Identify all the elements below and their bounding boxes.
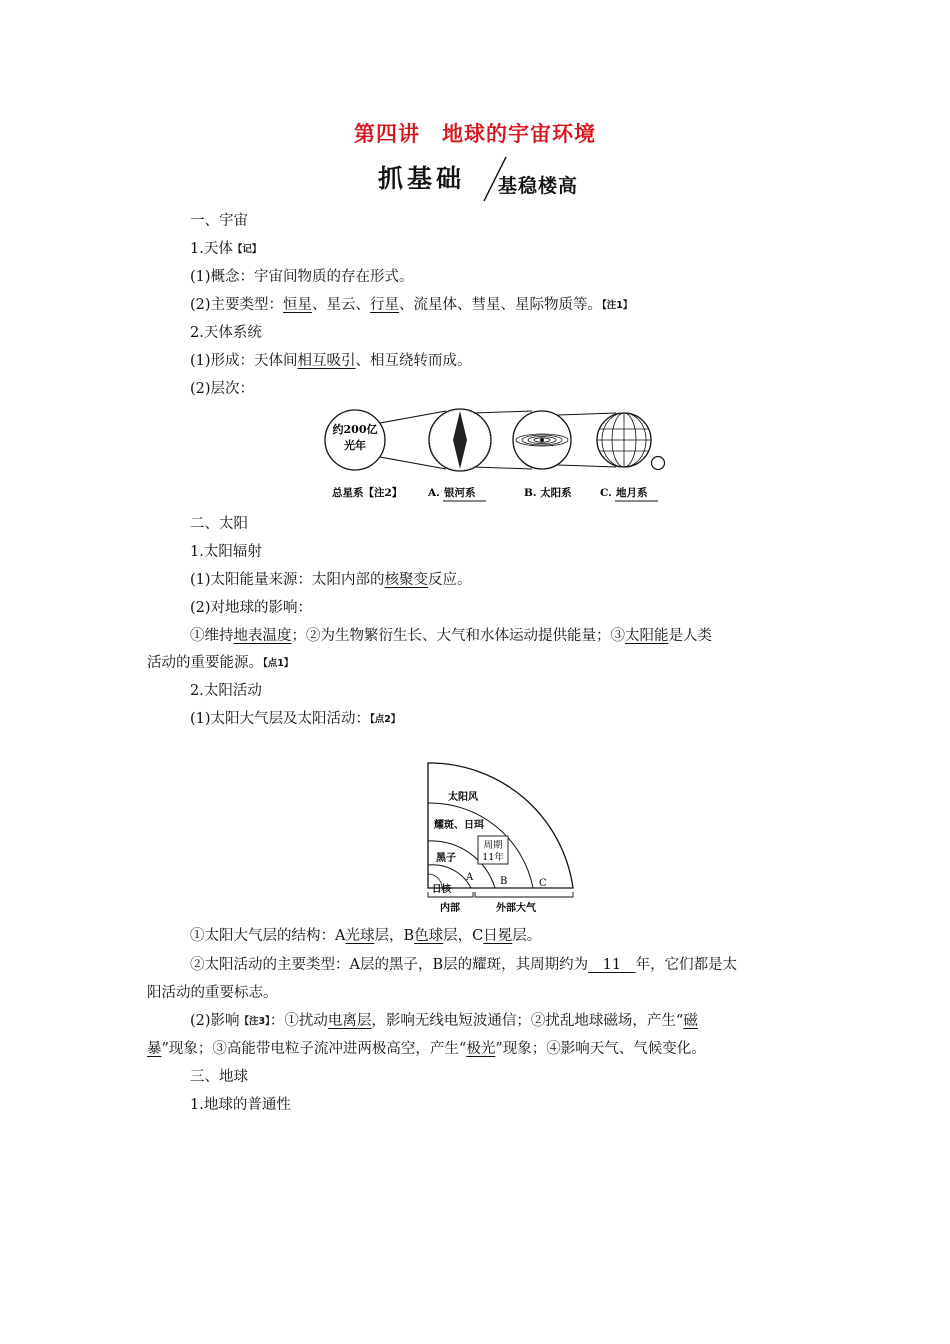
cycle-label: 周期	[483, 840, 503, 851]
subheading-celestial-system: 2.天体系统	[190, 325, 262, 341]
caption-solar-system: B. 太阳系	[524, 487, 572, 499]
energy-source-line: (1)太阳能量来源：太阳内部的核聚变反应。	[190, 572, 472, 588]
flare-prominence-label: 耀斑、日珥	[434, 820, 484, 831]
layer-c-label: C	[539, 878, 547, 889]
point-tag: 【点2】	[370, 714, 401, 725]
impact-list-line-2: 活动的重要能源。【点1】	[147, 655, 294, 671]
formation-line: (1)形成：天体间相互吸引、相互绕转而成。	[190, 353, 472, 369]
concept-line: (1)概念：宇宙间物质的存在形式。	[190, 269, 414, 285]
page-title: 第四讲 地球的宇宙环境	[354, 121, 596, 146]
answer-blank: 电离层	[327, 1013, 372, 1029]
outer-atmosphere-label: 外部大气	[496, 903, 536, 914]
point-tag: 【点1】	[263, 658, 294, 669]
earth-impact-line: (2)对地球的影响：	[190, 600, 313, 616]
caption-milky-way: 银河系	[444, 487, 476, 499]
types-line: (2)主要类型：恒星、星云、行星、流星体、彗星、星际物质等。【注1】	[190, 297, 633, 313]
note-tag: 【记】	[232, 244, 262, 255]
answer-blank: 磁	[683, 1013, 698, 1029]
atmosphere-activity-line: (1)太阳大气层及太阳活动：【点2】	[190, 711, 401, 727]
caption-c-prefix: C.	[600, 487, 612, 499]
answer-blank: 色球	[414, 928, 444, 944]
answer-blank: 地表温度	[233, 628, 292, 644]
influence-line-1: (2)影响【注3】：①扰动电离层，影响无线电短波通信；②扰乱地球磁场，产生“磁	[190, 1013, 698, 1029]
solar-atmosphere-figure	[420, 758, 580, 918]
subheading-solar-radiation: 1.太阳辐射	[190, 544, 262, 560]
layer-b-label: B	[500, 876, 508, 887]
subheading-celestial-body: 1.天体【记】	[190, 241, 262, 257]
section-heading-earth: 三、地球	[190, 1069, 248, 1085]
caption-earth-moon: 地月系	[616, 487, 648, 499]
activity-types-line-2: 阳活动的重要标志。	[147, 985, 278, 1001]
universe-label-bottom: 光年	[344, 439, 366, 452]
subheading-solar-activity: 2.太阳活动	[190, 683, 262, 699]
influence-line-2: 暴”现象；③高能带电粒子流冲进两极高空，产生“极光”现象；④影响天气、气候变化。	[147, 1041, 706, 1057]
section-banner	[378, 155, 608, 205]
cycle-years-label: 11年	[482, 852, 504, 863]
atmosphere-structure-line: ①太阳大气层的结构：A光球层，B色球层，C日冕层。	[190, 928, 542, 944]
caption-a-prefix: A.	[428, 487, 440, 499]
banner-sub-text: 基稳楼高	[498, 175, 579, 197]
impact-list-line-1: ①维持地表温度；②为生物繁衍生长、大气和水体运动提供能量；③太阳能是人类	[190, 628, 712, 644]
note-tag: 【注3】	[239, 1016, 270, 1027]
subheading-earth-ordinariness: 1.地球的普通性	[190, 1097, 291, 1113]
universe-label-top: 约200亿	[332, 423, 378, 436]
answer-blank: 相互吸引	[297, 353, 356, 369]
banner-main-text: 抓基础	[378, 164, 466, 193]
answer-blank: 日冕	[483, 928, 513, 944]
answer-blank: 太阳能	[625, 628, 669, 644]
celestial-hierarchy-figure	[320, 405, 680, 505]
solar-wind-label: 太阳风	[448, 792, 478, 803]
answer-blank: 暴	[147, 1041, 162, 1057]
activity-types-line-1: ②太阳活动的主要类型：A层的黑子，B层的耀斑，其周期约为 11 年，它们都是太	[190, 957, 738, 973]
answer-blank: 11	[588, 957, 636, 973]
answer-blank: 光球	[345, 928, 375, 944]
caption-total-galaxy: 总星系【注2】	[332, 487, 403, 499]
hierarchy-line: (2)层次：	[190, 381, 255, 397]
interior-label: 内部	[440, 903, 460, 914]
section-heading-universe: 一、宇宙	[190, 213, 248, 229]
sunspot-label: 黑子	[436, 853, 456, 864]
layer-a-label: A	[466, 872, 474, 883]
note-tag: 【注1】	[602, 300, 633, 311]
answer-blank: 核聚变	[384, 572, 429, 588]
section-heading-sun: 二、太阳	[190, 516, 248, 532]
moon-icon	[652, 457, 665, 470]
answer-blank: 行星	[370, 297, 400, 313]
answer-blank: 恒星	[283, 297, 313, 313]
core-label: 日核	[432, 884, 452, 895]
answer-blank: 极光	[466, 1041, 496, 1057]
